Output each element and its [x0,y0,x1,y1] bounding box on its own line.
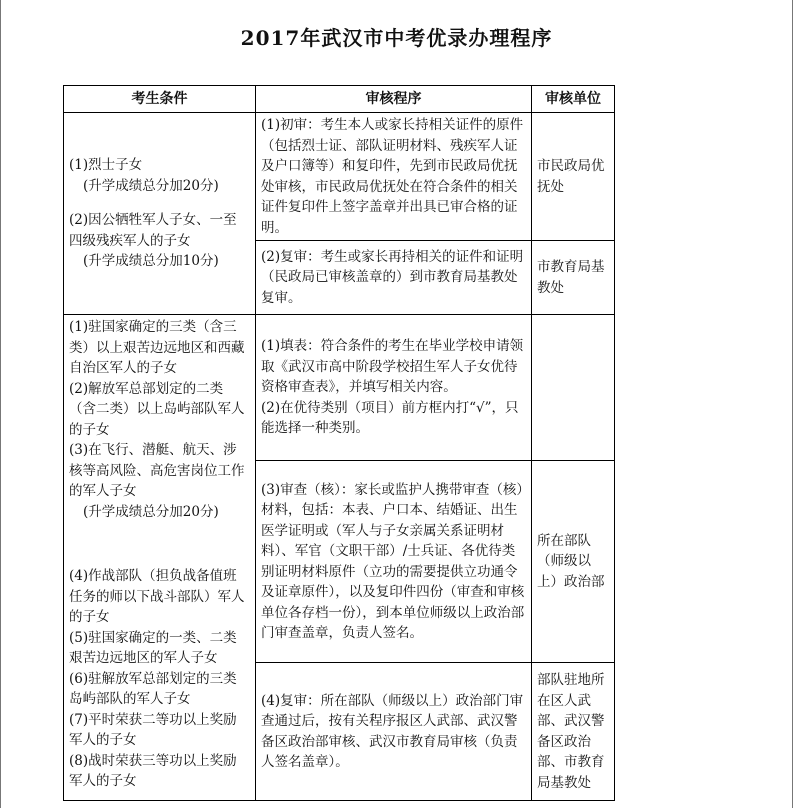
review-unit: 所在部队（师级以上）政治部 [532,461,615,663]
procedure-step: (1)初审：考生本人或家长持相关证件的原件（包括烈士证、部队证明材料、残疾军人证及户口簿等）和复印件，先到市民政局优抚处审核，市民政局优抚处在符合条件的相关证件复印件上签字盖章并出具已审合格的证明。 [256,113,532,241]
section2-conditions-cell [64,315,256,801]
header-unit: 审核单位 [532,86,615,113]
condition-item: (2)因公牺牲军人子女、一至四级残疾军人的子女 [69,212,237,249]
table-row [64,315,615,461]
condition-item: (5)驻国家确定的一类、二类艰苦边远地区的军人子女 [69,629,237,666]
condition-note: (升学成绩总分加20分) [83,503,219,520]
condition-item: (1)驻国家确定的三类（含三类）以上艰苦边远地区和西藏自治区军人的子女 [69,319,245,376]
procedure-step: (3)审查（核）：家长或监护人携带审查（核）材料，包括：本表、户口本、结婚证、出生医学证明或（军人与子女亲属关系证明材料）、军官（文职干部）/士兵证、各优待类别证明材料原件（立功的需要提供立功通令及证章原件），以及复印件四份（审查和审核单位各存档一份），到本单位师级以上政治部门审查盖章，负责人签名。 [256,461,532,663]
condition-item: (6)驻解放军总部划定的三类岛屿部队的军人子女 [69,670,237,707]
procedure-step: (2)复审：考生或家长再持相关的证件和证明（民政局已审核盖章的）到市教育局基教处复审。 [256,241,532,315]
section1-conditions-cell [64,113,256,315]
condition-item: (3)在飞行、潜艇、航天、涉核等高风险、高危害岗位工作的军人子女 [69,442,245,499]
condition-note: (升学成绩总分加20分) [83,177,219,194]
procedure-step: (4)复审：所在部队（师级以上）政治部门审查通过后，按有关程序报区人武部、武汉警备区政治部审核、武汉市教育局审核（负责人签名盖章）。 [256,663,532,801]
table-header-row [64,86,615,113]
header-procedure: 审核程序 [256,86,532,113]
document-title: 2017年武汉市中考优录办理程序 [240,26,553,50]
procedure-step: (1)填表：符合条件的考生在毕业学校申请领取《武汉市高中阶段学校招生军人子女优待资格审查表》，并填写相关内容。 [261,338,524,396]
review-unit: 市教育局基教处 [532,241,615,315]
page-edge-left [0,0,1,808]
review-unit [532,315,615,461]
procedure-step: (2)在优待类别（项目）前方框内打“√”，只能选择一种类别。 [261,399,519,437]
condition-item: (8)战时荣获三等功以上奖励军人的子女 [69,752,237,789]
procedure-step-cell [256,315,532,461]
procedure-table [63,85,615,801]
header-condition: 考生条件 [64,86,256,113]
table-row [64,113,615,241]
condition-note: (升学成绩总分加10分) [83,253,219,270]
condition-item: (4)作战部队（担负战备值班任务的师以下战斗部队）军人的子女 [69,568,245,625]
review-unit: 市民政局优抚处 [532,113,615,241]
review-unit: 部队驻地所在区人武部、武汉警备区政治部、市教育局基教处 [532,663,615,801]
condition-item: (1)烈士子女 [69,157,143,174]
condition-item: (2)解放军总部划定的二类（含二类）以上岛屿部队军人的子女 [69,380,245,438]
condition-item: (7)平时荣获二等功以上奖励军人的子女 [69,711,237,748]
